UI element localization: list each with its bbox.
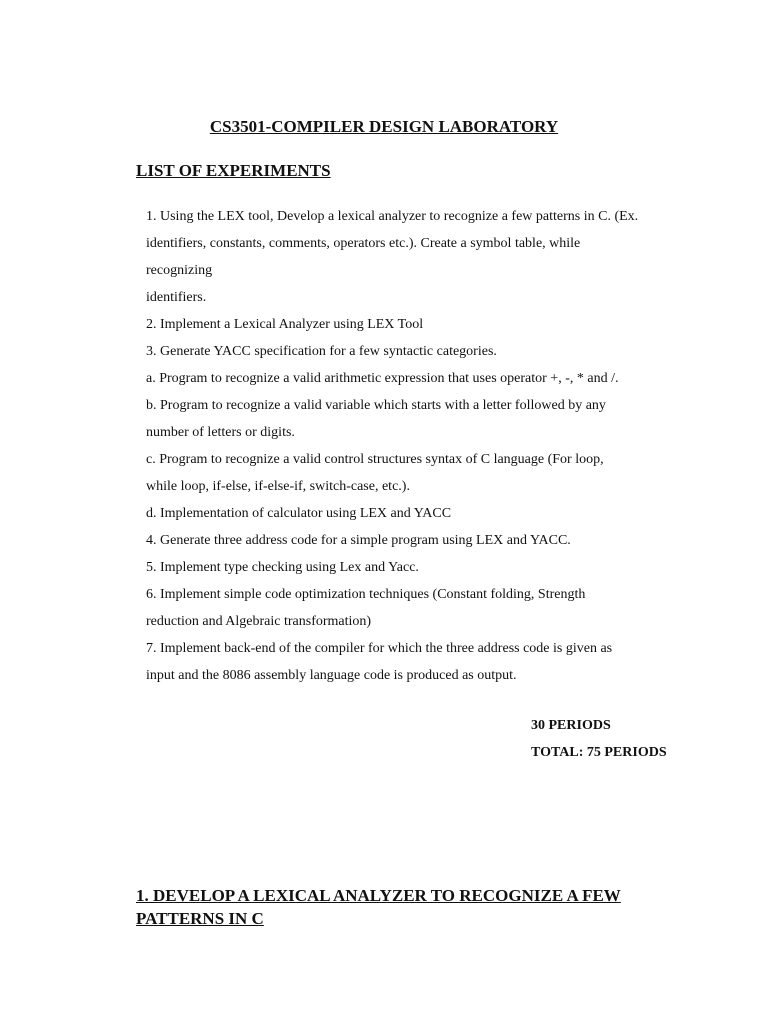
section-heading: LIST OF EXPERIMENTS: [136, 161, 331, 180]
total-periods: TOTAL: 75 PERIODS: [531, 745, 667, 760]
list-item: 5. Implement type checking using Lex and Yacc.: [146, 560, 419, 575]
list-item: 7. Implement back-end of the compiler for which the three address code is given as: [146, 641, 613, 656]
experiment-list: [146, 203, 686, 689]
list-item: 4. Generate three address code for a simple program using LEX and YACC.: [146, 533, 571, 548]
list-item: 1. Using the LEX tool, Develop a lexical analyzer to recognize a few patterns in C. (Ex.: [146, 209, 639, 224]
list-item: 6. Implement simple code optimization techniques (Constant folding, Strength: [146, 587, 586, 602]
experiment-heading-line-2: PATTERNS IN C: [136, 909, 264, 928]
list-item: while loop, if-else, if-else-if, switch-case, etc.).: [146, 479, 410, 494]
list-item: number of letters or digits.: [146, 425, 295, 440]
list-item: reduction and Algebraic transformation): [146, 614, 372, 629]
list-item: a. Program to recognize a valid arithmetic expression that uses operator +, -, * and /.: [146, 371, 619, 386]
list-item: 3. Generate YACC specification for a few syntactic categories.: [146, 344, 497, 359]
experiment-heading: [136, 884, 696, 930]
list-item: 2. Implement a Lexical Analyzer using LEX Tool: [146, 317, 424, 332]
lab-periods: 30 PERIODS: [531, 718, 611, 733]
list-item: identifiers, constants, comments, operators etc.). Create a symbol table, while: [146, 236, 581, 251]
list-item: recognizing: [146, 263, 213, 278]
document-title: CS3501-COMPILER DESIGN LABORATORY: [209, 117, 559, 136]
list-item: identifiers.: [146, 290, 207, 305]
periods-summary: [531, 712, 667, 766]
list-item: input and the 8086 assembly language code is produced as output.: [146, 668, 517, 683]
list-item: d. Implementation of calculator using LEX and YACC: [146, 506, 452, 521]
experiment-heading-line-1: 1. DEVELOP A LEXICAL ANALYZER TO RECOGNIZE A FEW: [136, 886, 621, 905]
list-item: b. Program to recognize a valid variable which starts with a letter followed by any: [146, 398, 606, 413]
list-item: c. Program to recognize a valid control structures syntax of C language (For loop,: [146, 452, 604, 467]
